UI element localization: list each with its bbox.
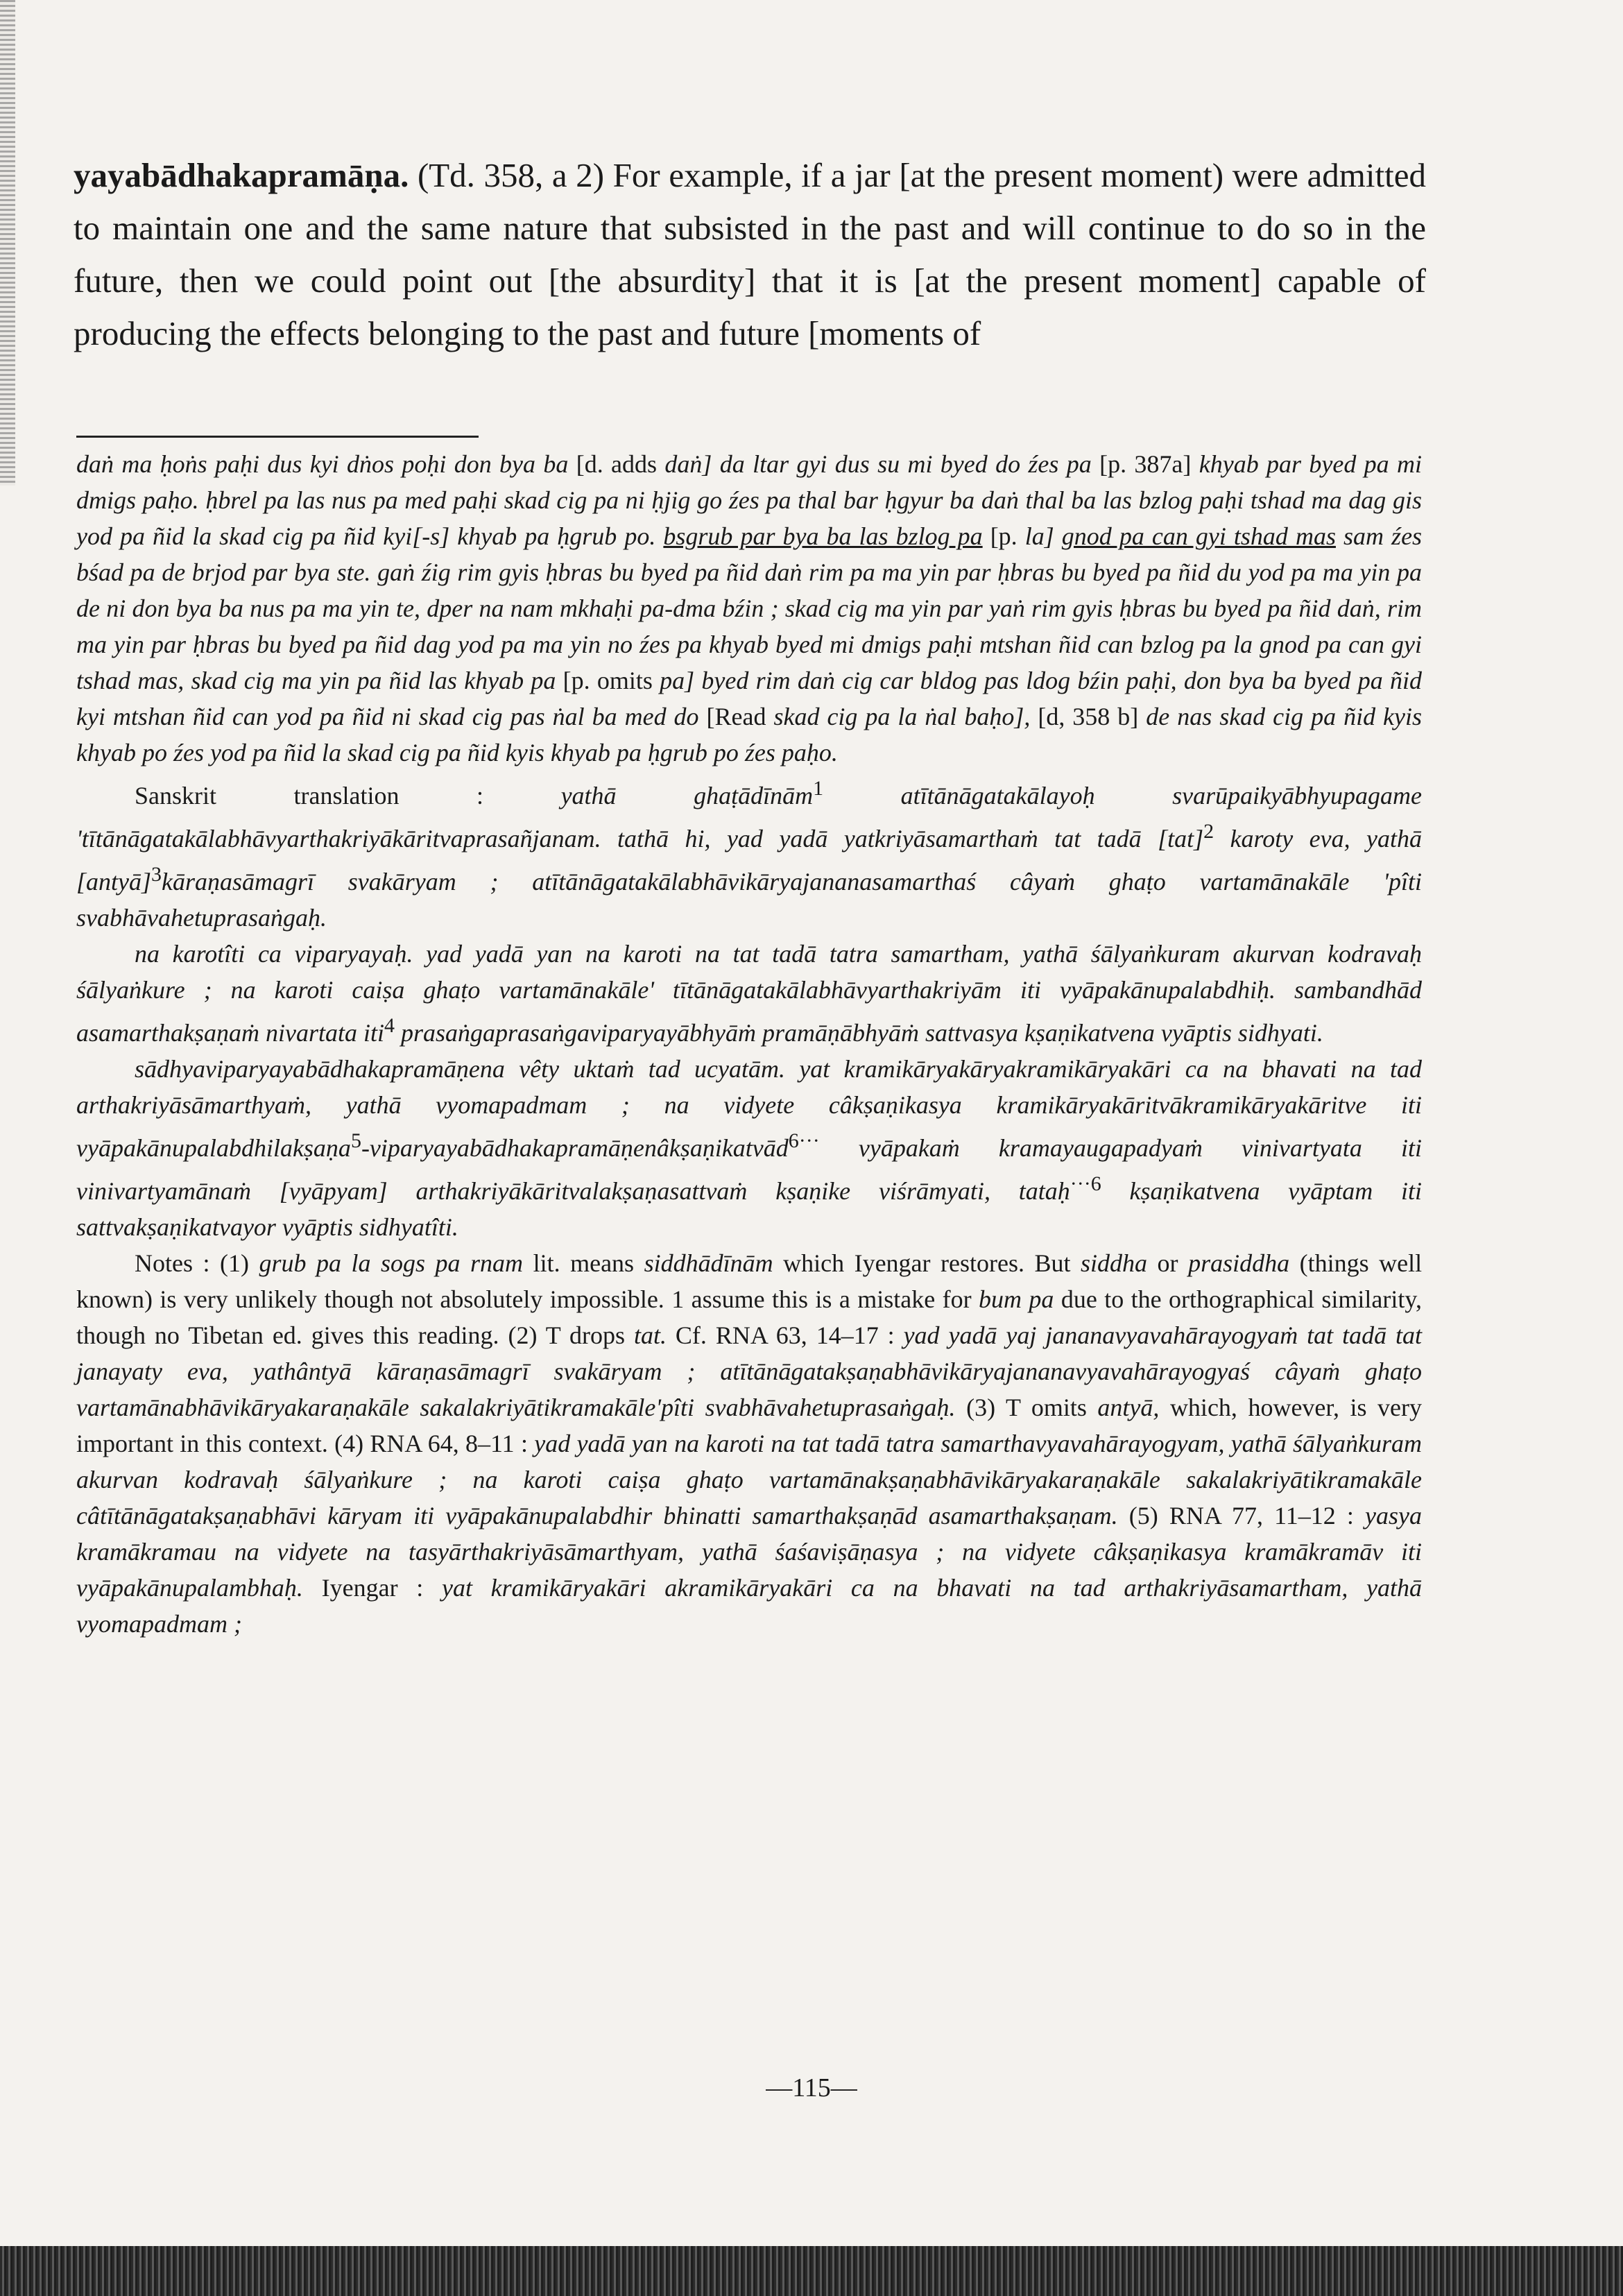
sanskrit-translation-2: na karotîti ca viparyayaḥ. yad yadā yan na karoti na tat tadā tatra samartham, yathā śālyaṅkuram akurvan kodravaḥ śālyaṅkure ; na karoti caiṣa ghaṭo vartamānakāle' tītānāgatakālabhāvyarthakriyām iti vyāpakānupalabdhiḥ. sambandhād asamarthakṣaṇaṁ nivartata iti$^4$ prasaṅgaprasaṅgaviparyayābhyāṁ pramāṇābhyāṁ sattvasya kṣaṇikatvena vyāptis sidhyati. — [76, 940, 1422, 1047]
page-number: —115— — [766, 2073, 857, 2102]
scan-bottom-band — [0, 2246, 1623, 2296]
sanskrit-translation-3: sādhyaviparyayabādhakapramāṇena vêty uktaṁ tad ucyatām. yat kramikāryakāryakramikāryakāri ca na bhavati na tad arthakriyāsāmarthyaṁ, yathā vyomapadmam ; na vidyete câkṣaṇikasya kramikāryakāritvākramikāryakāritve iti vyāpakānupalabdhilakṣaṇa$^5$-viparyayabādhakapramāṇenâkṣaṇikatvād$^{6\cdot\cdot\cdot}$ vyāpakaṁ kramayaugapadyaṁ vinivartyata iti vinivartyamānaṁ [vyāpyam] arthakriyākāritvalakṣaṇasattvaṁ kṣaṇike viśrāmyati, tataḥ$^{\cdot\cdot\cdot 6}$ kṣaṇikatvena vyāptam iti sattvakṣaṇikatvayor vyāptis sidhyatîti. — [76, 1055, 1423, 1241]
sanskrit-translation-1: Sanskrit translation : yathā ghaṭādīnām$^1$ atītānāgatakālayoḥ svarūpaikyābhyupagame 'tītānāgatakālabhāvyarthakriyākāritvaprasañjanam. tathā hi, yad yadā yatkriyāsamarthaṁ tat tadā [tat]$^2$ karoty eva, yathā [antyā]$^3$kāraṇasāmagrī svakāryam ; atītānāgatakālabhāvikāryajananasamarthaś câyaṁ ghaṭo vartamānakāle 'pîti svabhāvahetuprasaṅgaḥ. — [76, 777, 1423, 932]
footnote-block — [76, 446, 1422, 1642]
section-heading: yayabādhakapramāṇa. — [74, 156, 409, 194]
notes-paragraph: Notes : (1) grub pa la sogs pa rnam lit. means siddhādīnām which Iyengar restores. But siddha or prasiddha (things well known) is very unlikely though not absolutely impossible. 1 assume this is a mistake for bum pa due to the orthographical similarity, though no Tibetan ed. gives this reading. (2) T drops tat. Cf. RNA 63, 14–17 : yad yadā yaj jananavyavahārayogyaṁ tat tadā tat janayaty eva, yathântyā kāraṇasāmagrī svakāryam ; atītānāgatakṣaṇabhāvikāryajananavyavahārayogyaś câyaṁ ghaṭo vartamānabhāvikāryakaraṇakāle sakalakriyātikramakāle'pîti svabhāvahetuprasaṅgaḥ. (3) T omits antyā, which, however, is very important in this context. (4) RNA 64, 8–11 : yad yadā yan na karoti na tat tadā tatra samarthavyavahārayogyam, yathā śālyaṅkuram akurvan kodravaḥ śālyaṅkure ; na karoti caiṣa ghaṭo vartamānakṣaṇabhāvikāryakaraṇakāle sakalakriyātikramakāle câtītānāgatakṣaṇabhāvi kāryam iti vyāpakānupalabdhir bhinatti samarthakṣaṇād asamarthakṣaṇam. (5) RNA 77, 11–12 : yasya kramākramau na vidyete na tasyārthakriyāsāmarthyam, yathā śaśaviṣāṇasya ; na vidyete câkṣaṇikasya kramākramāv iti vyāpakānupalambhaḥ. Iyengar : yat kramikāryakāri akramikāryakāri ca na bhavati na tad arthakriyāsamartham, yathā vyomapadmam ; — [76, 1249, 1423, 1638]
main-paragraph-text: (Td. 358, a 2) For example, if a jar [at the present moment) were admitted to maintain one and the same nature that subsisted in the past and will continue to do so in the future, then we could point out [the absurdity] that it is [at the present moment] capable of producing the effects belonging to the past and future [moments of — [74, 156, 1426, 352]
footnote-rule — [76, 436, 479, 438]
tibetan-text: daṅ ma ḥoṅs paḥi dus kyi dṅos poḥi don bya ba [d. adds daṅ] da ltar gyi dus su mi byed do źes pa [p. 387a] khyab par byed pa mi dmigs paḥo. ḥbrel pa las nus pa med paḥi skad cig pa ni ḥjig go źes pa thal bar ḥgyur ba daṅ thal ba las bzlog paḥi tshad ma dag gis yod pa ñid la skad cig pa ñid kyi[-s] khyab pa ḥgrub po. bsgrub par bya ba las bzlog pa [p. la] gnod pa can gyi tshad mas sam źes bśad pa de brjod par bya ste. gaṅ źig rim gyis ḥbras bu byed pa ñid daṅ rim pa ma yin par ḥbras bu byed pa ñid du yod pa ma yin pa de ni don bya ba nus pa ma yin te, dper na nam mkhaḥi pa-dma bźin ; skad cig ma yin par yaṅ rim gyis ḥbras bu byed pa ñid daṅ, rim ma yin par ḥbras bu byed pa ñid dag yod pa ma yin no źes pa khyab byed mi dmigs paḥi mtshan ñid can bzlog pa la gnod pa can gyi tshad mas, skad cig ma yin pa ñid las khyab pa [p. omits pa] byed rim daṅ cig car bldog pas ldog bźin paḥi, don bya ba byed pa ñid kyi mtshan ñid can yod pa ñid ni skad cig pas ṅal ba med do [Read skad cig pa la ṅal baḥo], [d, 358 b] de nas skad cig pa ñid kyis khyab po źes yod pa ñid la skad cig pa ñid kyis khyab pa ḥgrub po źes paḥo. — [76, 450, 1423, 766]
scan-edge-artifact — [0, 0, 15, 486]
main-paragraph — [74, 149, 1426, 360]
